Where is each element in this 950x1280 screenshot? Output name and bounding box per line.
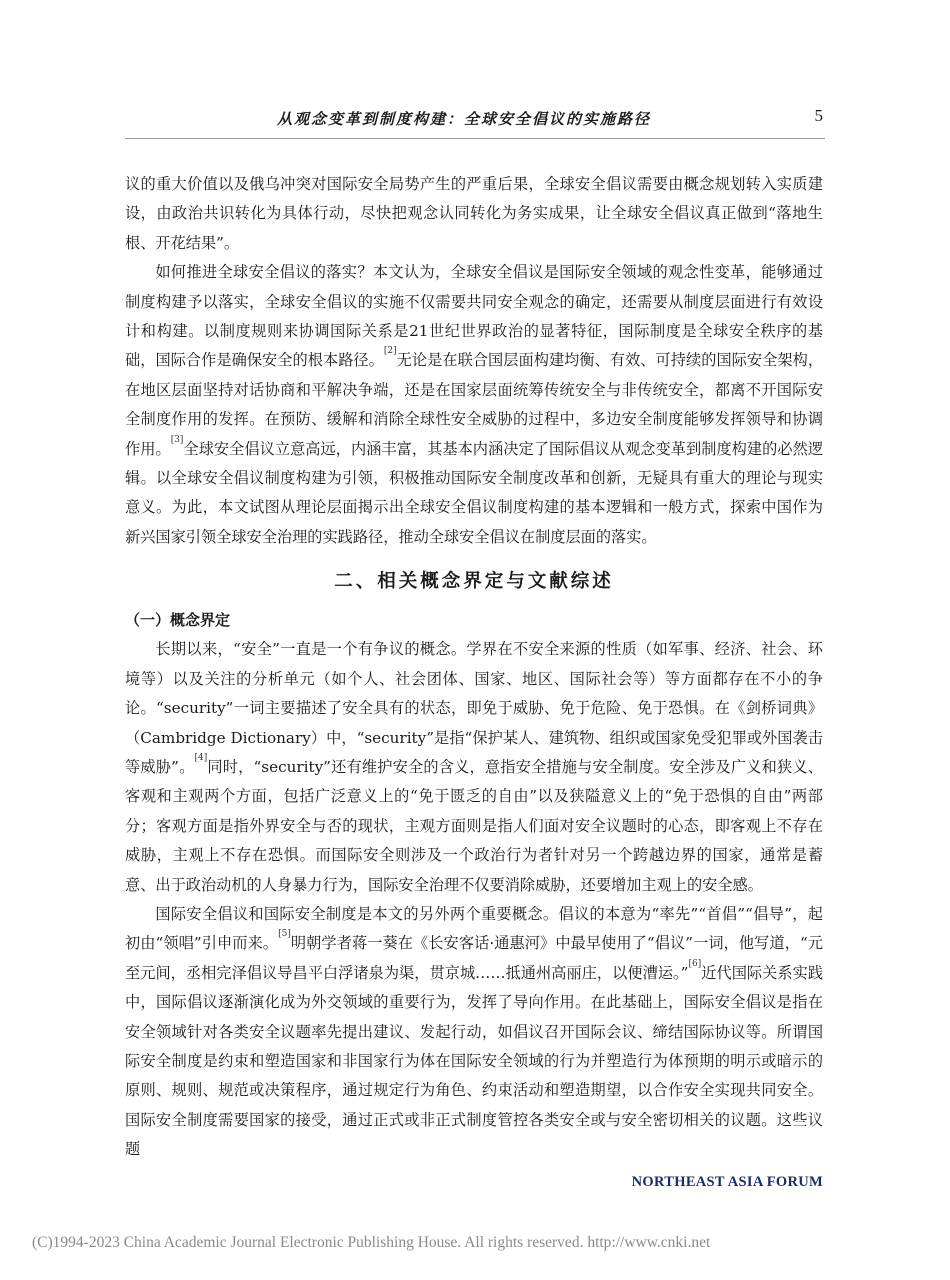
- copyright-notice: (C)1994-2023 China Academic Journal Electronic Publishing House. All rights reserved. http://www.cnki.net: [32, 1234, 711, 1251]
- section-heading: 二、相关概念界定与文献综述: [334, 571, 614, 593]
- subsection-heading: （一）概念界定: [125, 611, 231, 630]
- paragraph: 国际安全倡议和国际安全制度是本文的另外两个重要概念。倡议的本意为“率先”“首倡”“倡导”，起初由“领唱”引申而来。[5]明朝学者蒋一葵在《长安客话·通惠河》中最早使用了“倡议”一词，他写道，“元至元间，丞相完泽倡议导昌平白浮诸泉为渠，贯京城……抵通州高丽庄，以便漕运。”[6]近代国际关系实践中，国际倡议逐渐演化成为外交领域的重要行为，发挥了导向作用。在此基础上，国际安全倡议是指在安全领域针对各类安全议题率先提出建议、发起行动，如倡议召开国际会议、缔结国际协议等。所谓国际安全制度是约束和塑造国家和非国家行为体在国际安全领域的行为并塑造行为体预期的明示或暗示的原则、规则、规范或决策程序，通过规定行为角色、约束活动和塑造期望，以合作安全实现共同安全。国际安全制度需要国家的接受，通过正式或非正式制度管控各类安全或与安全密切相关的议题。这些议题: [125, 904, 824, 1159]
- citation-ref: [3]: [170, 434, 184, 445]
- article-body: [125, 170, 823, 1165]
- citation-ref: [5]: [278, 929, 291, 940]
- paragraph: 长期以来，“安全”一直是一个有争议的概念。学界在不安全来源的性质（如军事、经济、社会、环境等）以及关注的分析单元（如个人、社会团体、国家、地区、国际社会等）等方面都存在不小的争论。“security”一词主要描述了安全具有的状态，即免于威胁、免于危险、免于恐惧。在《剑桥词典》（Cambridge Dictionary）中，“security”是指“保护某人、建筑物、组织或国家免受犯罪或外国袭击等威胁”。[4]同时，“security”还有维护安全的含义，意指安全措施与安全制度。安全涉及广义和狭义、客观和主观两个方面，包括广泛意义上的“免于匮乏的自由”以及狭隘意义上的“免于恐惧的自由”两部分；客观方面是指外界安全与否的现状，主观方面则是指人们面对安全议题时的心态，即客观上不存在威胁，主观上不存在恐惧。而国际安全则涉及一个政治行为者针对另一个跨越边界的国家，通常是蓄意、出于政治动机的人身暴力行为，国际安全治理不仅要消除威胁，还要增加主观上的安全感。: [125, 640, 823, 894]
- citation-ref: [4]: [194, 752, 208, 763]
- citation-ref: [6]: [688, 958, 702, 969]
- journal-name: NORTHEAST ASIA FORUM: [631, 1174, 823, 1190]
- running-title: 从观念变革到制度构建：全球安全倡议的实施路径: [277, 110, 652, 128]
- citation-ref: [2]: [383, 346, 397, 357]
- running-header: [125, 98, 825, 139]
- paragraph: 如何推进全球安全倡议的落实？本文认为，全球安全倡议是国际安全领域的观念性变革，能够通过制度构建予以落实，全球安全倡议的实施不仅需要共同安全观念的确定，还需要从制度层面进行有效设计和构建。以制度规则来协调国际关系是21世纪世界政治的显著特征，国际制度是全球安全秩序的基础，国际合作是确保安全的根本路径。[2]无论是在联合国层面构建均衡、有效、可持续的国际安全架构，在地区层面坚持对话协商和平解决争端，还是在国家层面统筹传统安全与非传统安全，都离不开国际安全制度作用的发挥。在预防、缓解和消除全球性安全威胁的过程中，多边安全制度能够发挥领导和协调作用。[3]全球安全倡议立意高远，内涵丰富，其基本内涵决定了国际倡议从观念变革到制度构建的必然逻辑。以全球安全倡议制度构建为引领，积极推动国际安全制度改革和创新，无疑具有重大的理论与现实意义。为此，本文试图从理论层面揭示出全球安全倡议制度构建的基本逻辑和一般方式，探索中国作为新兴国家引领全球安全治理的实践路径，推动全球安全倡议在制度层面的落实。: [125, 263, 824, 546]
- page-number: 5: [814, 106, 823, 125]
- paragraph: 议的重大价值以及俄乌冲突对国际安全局势产生的严重后果，全球安全倡议需要由概念规划转入实质建设，由政治共识转化为具体行动，尽快把观念认同转化为务实成果，让全球安全倡议真正做到“落地生根、开花结果”。: [125, 175, 823, 252]
